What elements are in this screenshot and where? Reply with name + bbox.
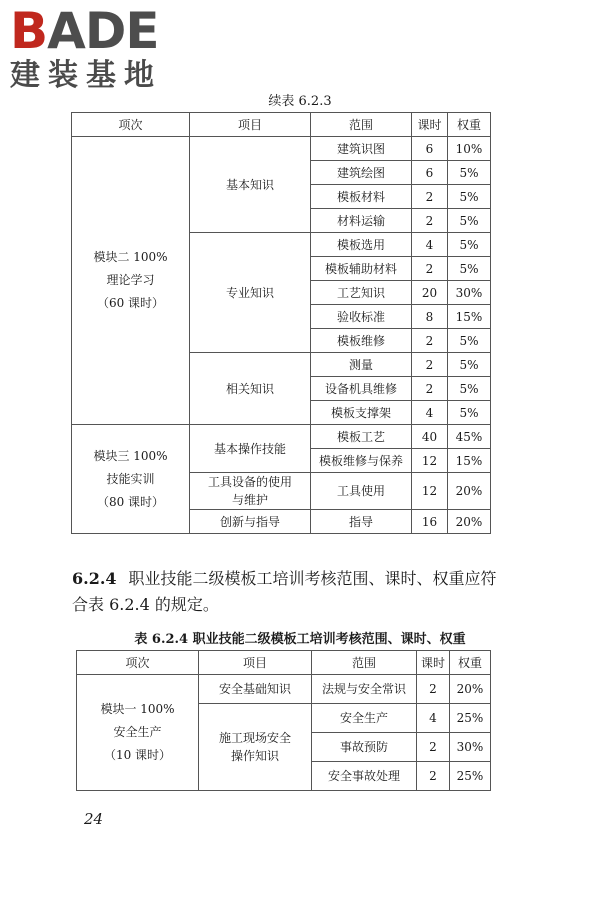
scope-cell: 工具使用: [311, 473, 412, 510]
hours-cell: 12: [412, 473, 448, 510]
clause-text: 职业技能二级模板工培训考核范围、课时、权重应符合表 6.2.4 的规定。: [72, 569, 497, 614]
hours-cell: 8: [412, 305, 448, 329]
table-header-row: [72, 113, 491, 137]
column-header-weight: 权重: [448, 113, 491, 137]
project-cell: 安全基础知识: [199, 675, 312, 704]
weight-cell: 20%: [448, 510, 491, 534]
training-table-continued: [71, 112, 491, 534]
table-caption: 表 6.2.4 职业技能二级模板工培训考核范围、课时、权重: [134, 632, 466, 647]
table-header-row: [77, 651, 491, 675]
scope-cell: 模板维修: [311, 329, 412, 353]
hours-cell: 16: [412, 510, 448, 534]
hours-cell: 6: [412, 161, 448, 185]
module-cell: 模块三 100% 技能实训 （80 课时）: [72, 425, 190, 534]
project-cell: 工具设备的使用 与维护: [190, 473, 311, 510]
scope-cell: 工艺知识: [311, 281, 412, 305]
weight-cell: 15%: [448, 305, 491, 329]
weight-cell: 5%: [448, 329, 491, 353]
scope-cell: 模板材料: [311, 185, 412, 209]
column-header-scope: 范围: [311, 113, 412, 137]
weight-cell: 30%: [448, 281, 491, 305]
weight-cell: 25%: [450, 704, 491, 733]
scope-cell: 建筑绘图: [311, 161, 412, 185]
brand-logo: [10, 2, 162, 94]
hours-cell: 2: [417, 675, 450, 704]
hours-cell: 2: [412, 353, 448, 377]
hours-cell: 12: [412, 449, 448, 473]
hours-cell: 6: [412, 137, 448, 161]
column-header-scope: 范围: [312, 651, 417, 675]
scope-cell: 指导: [311, 510, 412, 534]
hours-cell: 2: [417, 762, 450, 791]
weight-cell: 30%: [450, 733, 491, 762]
scope-cell: 模板支撑架: [311, 401, 412, 425]
weight-cell: 5%: [448, 185, 491, 209]
clause-number: 6.2.4: [72, 569, 117, 588]
table-row: [72, 425, 491, 449]
weight-cell: 20%: [448, 473, 491, 510]
hours-cell: 4: [417, 704, 450, 733]
scope-cell: 模板维修与保养: [311, 449, 412, 473]
module-cell: 模块二 100% 理论学习 （60 课时）: [72, 137, 190, 425]
table-body: [72, 137, 491, 534]
module-cell: 模块一 100% 安全生产 （10 课时）: [77, 675, 199, 791]
hours-cell: 2: [412, 329, 448, 353]
hours-cell: 2: [417, 733, 450, 762]
weight-cell: 5%: [448, 353, 491, 377]
column-header-item-no: 项次: [72, 113, 190, 137]
table-body: [77, 675, 491, 791]
column-header-hours: 课时: [412, 113, 448, 137]
column-header-project: 项目: [199, 651, 312, 675]
scope-cell: 模板工艺: [311, 425, 412, 449]
weight-cell: 10%: [448, 137, 491, 161]
hours-cell: 4: [412, 401, 448, 425]
scope-cell: 安全生产: [312, 704, 417, 733]
column-header-weight: 权重: [450, 651, 491, 675]
weight-cell: 45%: [448, 425, 491, 449]
column-header-hours: 课时: [417, 651, 450, 675]
weight-cell: 5%: [448, 257, 491, 281]
project-cell: 创新与指导: [190, 510, 311, 534]
scope-cell: 设备机具维修: [311, 377, 412, 401]
project-cell: 基本知识: [190, 137, 311, 233]
scope-cell: 模板选用: [311, 233, 412, 257]
scope-cell: 验收标准: [311, 305, 412, 329]
weight-cell: 5%: [448, 209, 491, 233]
weight-cell: 5%: [448, 233, 491, 257]
scope-cell: 模板辅助材料: [311, 257, 412, 281]
scope-cell: 建筑识图: [311, 137, 412, 161]
project-cell: 施工现场安全 操作知识: [199, 704, 312, 791]
project-cell: 专业知识: [190, 233, 311, 353]
hours-cell: 2: [412, 377, 448, 401]
logo-wordmark: BADE: [10, 2, 159, 60]
weight-cell: 25%: [450, 762, 491, 791]
hours-cell: 20: [412, 281, 448, 305]
scope-cell: 材料运输: [311, 209, 412, 233]
weight-cell: 5%: [448, 161, 491, 185]
scope-cell: 法规与安全常识: [312, 675, 417, 704]
weight-cell: 5%: [448, 401, 491, 425]
scope-cell: 安全事故处理: [312, 762, 417, 791]
column-header-item-no: 项次: [77, 651, 199, 675]
weight-cell: 20%: [450, 675, 491, 704]
weight-cell: 5%: [448, 377, 491, 401]
hours-cell: 4: [412, 233, 448, 257]
clause-paragraph: [72, 566, 502, 618]
project-cell: 相关知识: [190, 353, 311, 425]
training-table-6-2-4: [76, 650, 491, 791]
hours-cell: 2: [412, 257, 448, 281]
hours-cell: 2: [412, 209, 448, 233]
page-number: 24: [84, 810, 104, 828]
table-caption: 续表 6.2.3: [268, 94, 332, 109]
table-row: [72, 137, 491, 161]
hours-cell: 40: [412, 425, 448, 449]
logo-chinese-name: 建装基地: [10, 58, 162, 93]
project-cell: 基本操作技能: [190, 425, 311, 473]
column-header-project: 项目: [190, 113, 311, 137]
weight-cell: 15%: [448, 449, 491, 473]
table-row: [77, 675, 491, 704]
scope-cell: 事故预防: [312, 733, 417, 762]
scope-cell: 测量: [311, 353, 412, 377]
hours-cell: 2: [412, 185, 448, 209]
